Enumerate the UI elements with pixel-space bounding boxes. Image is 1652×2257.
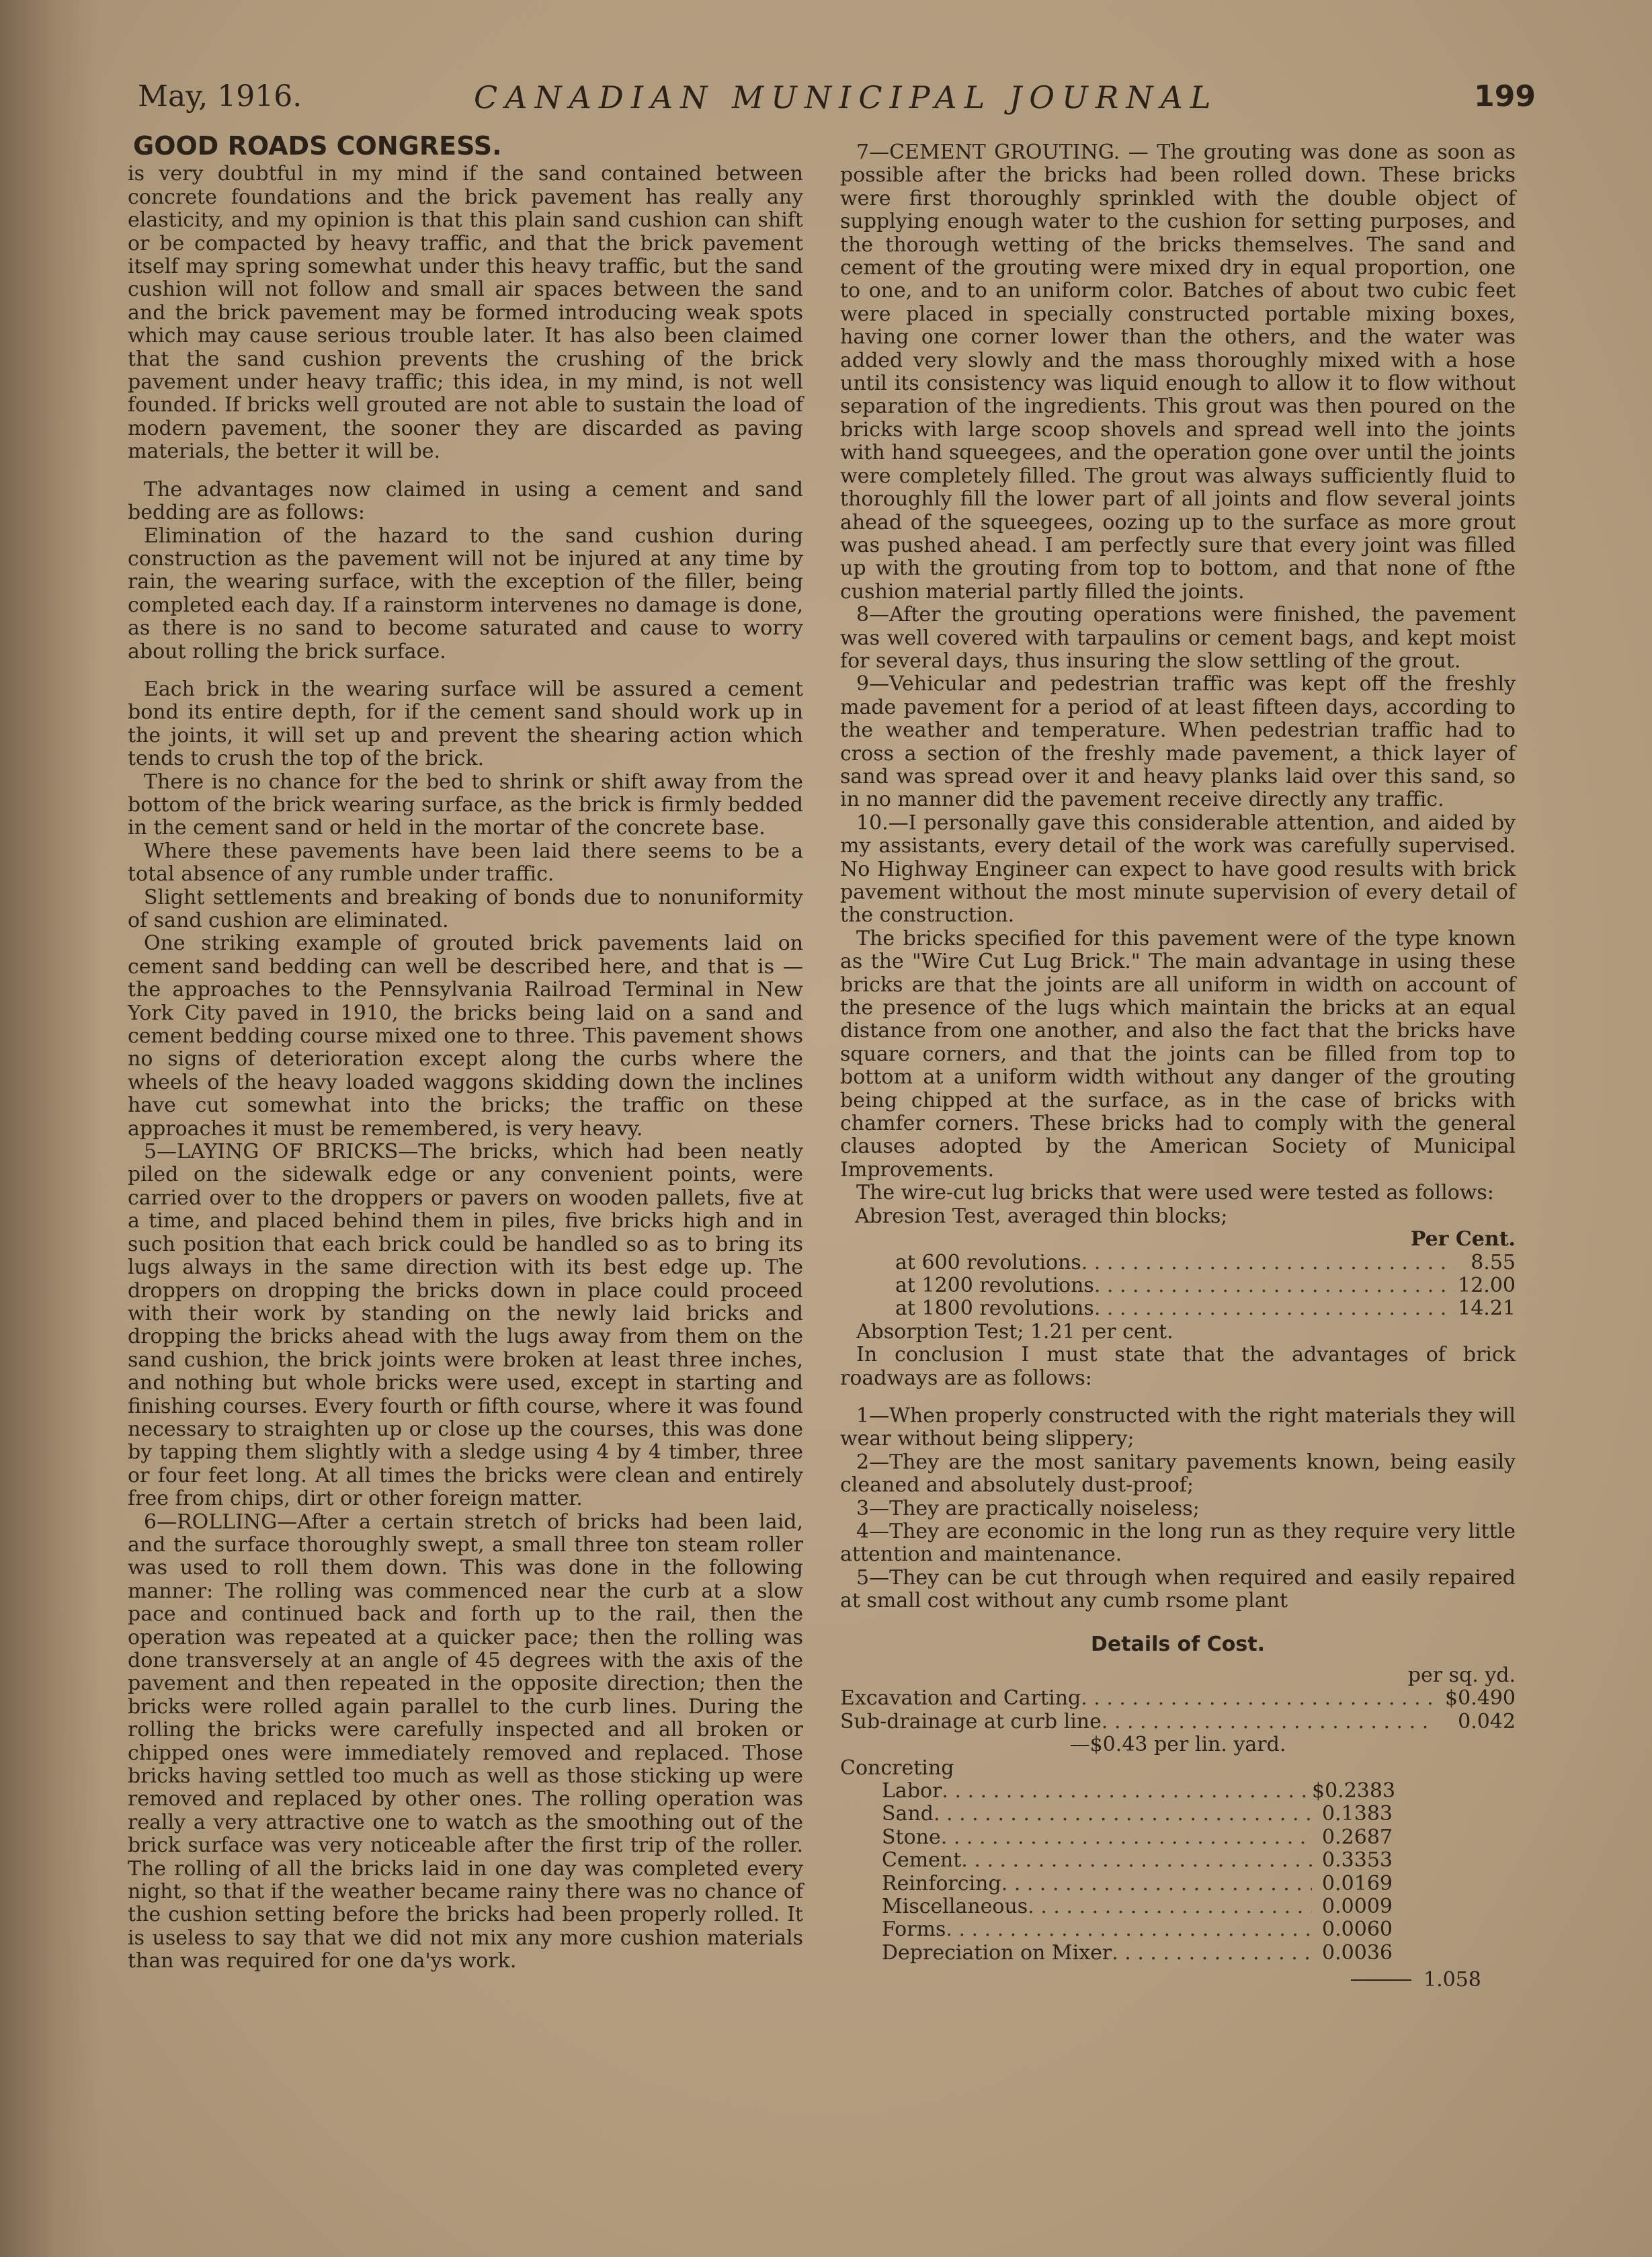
list-item: 3—They are practically noiseless; bbox=[856, 1496, 1200, 1520]
issue-date: May, 1916. bbox=[138, 79, 302, 114]
table-row: at 1800 revolutions . . . 14.21 bbox=[895, 1297, 1516, 1320]
table-row: Reinforcing . . . 0.0169 bbox=[882, 1873, 1393, 1895]
table-row: Excavation and Carting . . . $0.490 bbox=[840, 1687, 1516, 1710]
list-item: 2—They are the most sanitary pavements known, being easily cleaned and absolutely dust-proof; bbox=[840, 1450, 1516, 1497]
concreting-items bbox=[882, 1779, 1396, 1965]
table-row: Cement . . . 0.3353 bbox=[882, 1849, 1393, 1872]
percent-column-head: Per Cent. bbox=[1410, 1227, 1516, 1251]
concreting-label: Concreting bbox=[840, 1756, 954, 1780]
table-row: Forms . . . 0.0060 bbox=[882, 1918, 1393, 1941]
table-row: at 1200 revolutions . . . 12.00 bbox=[895, 1274, 1516, 1297]
list-item: 1—When properly constructed with the right materials they will wear without being slippery; bbox=[840, 1403, 1516, 1451]
advantages-list bbox=[840, 1405, 1516, 1613]
cost-table bbox=[840, 1664, 1516, 1992]
paragraph: 5—LAYING OF BRICKS—The bricks, which had been neatly piled on the sidewalk edge or any convenient points, were carried over to the droppers or pavers on wooden pallets, five at a time, and placed behind them in piles, five bricks high and in such position that each brick could be handled so as to bring its lugs always in the same direction with its best edge up. The droppers on dropping the bricks down in place could proceed with their work by standing on the newly laid bricks and dropping the bricks ahead with the lugs away from them on the sand cushion, the brick joints were broken at least three inches, and nothing but whole bricks were used, except in starting and finishing courses. Every fourth or fifth course, where it was found necessary to straighten up or close up the courses, this was done by tapping them slightly with a sledge using 4 by 4 timber, three or four feet long. At all times the bricks were clean and entirely free from chips, dirt or other foreign matter. bbox=[128, 1140, 803, 1511]
table-row: Depreciation on Mixer . . . 0.0036 bbox=[882, 1942, 1393, 1965]
table-row: Labor . . . $0.2383 bbox=[882, 1780, 1393, 1803]
paragraph: The advantages now claimed in using a cement and sand bedding are as follows: bbox=[128, 477, 803, 525]
total-value: 1.058 bbox=[1423, 1968, 1481, 1992]
total-rule bbox=[1351, 1979, 1411, 1981]
cost-total bbox=[1351, 1969, 1516, 1992]
list-item: 4—They are economic in the long run as they require very little attention and maintenance. bbox=[840, 1519, 1516, 1567]
paragraph: The wire-cut lug bricks that were used were tested as follows: bbox=[856, 1181, 1494, 1205]
paragraph: 8—After the grouting operations were finished, the pavement was well covered with tarpaulins or cement bags, and kept moist for several days, thus insuring the slow settling of the grout. bbox=[840, 603, 1516, 673]
section-title: GOOD ROADS CONGRESS. bbox=[133, 131, 502, 161]
table-row: Sub-drainage at curb line . . . 0.042 bbox=[840, 1711, 1516, 1733]
paragraph: Where these pavements have been laid there seems to be a total absence of any rumble under traffic. bbox=[128, 839, 803, 887]
paragraph: 9—Vehicular and pedestrian traffic was kept off the freshly made pavement for a period of at least fifteen days, according to the weather and temperature. When pedestrian traffic had to cross a section of the freshly made pavement, a thick layer of sand was spread over it and heavy planks laid over this sand, so in no manner did the pavement receive directly any traffic. bbox=[840, 672, 1516, 812]
paragraph: 7—CEMENT GROUTING. — The grouting was done as soon as possible after the bricks had been rolled down. These bricks were first thoroughly sprinkled with the double object of supplying enough water to the cushion for setting purposes, and the thorough wetting of the bricks themselves. The sand and cement of the grouting were mixed dry in equal proportion, one to one, and to an uniform color. Batches of about two cubic feet were placed in specially constructed portable mixing boxes, having one corner lower than the others, and the water was added very slowly and the mass thoroughly mixed with a hose until its consistency was liquid enough to allow it to flow without separation of the ingredients. This grout was then poured on the bricks with large scoop shovels and spread well into the joints with hand squeegees, and the operation gone over until the joints were completely filled. The grout was always sufficiently fluid to thoroughly fill the lower part of all joints and flow several joints ahead of the squeegees, oozing up to the surface as more grout was pushed ahead. I am perfectly sure that every joint was filled up with the grouting from top to bottom, and that none of fthe cushion material partly filled the joints. bbox=[840, 140, 1516, 604]
table-row: Miscellaneous . . . 0.0009 bbox=[882, 1895, 1393, 1918]
paragraph: Slight settlements and breaking of bonds due to nonuniformity of sand cushion are eliminated. bbox=[128, 885, 803, 932]
page-gutter-shadow bbox=[0, 0, 101, 2257]
paragraph: 10.—I personally gave this considerable attention, and aided by my assistants, every detail of the work was carefully supervised. No Highway Engineer can expect to have good results with brick pavement without the most minute supervision of every detail of the construction. bbox=[840, 811, 1516, 928]
absorption-test: Absorption Test; 1.21 per cent. bbox=[856, 1319, 1173, 1344]
paragraph: is very doubtful in my mind if the sand contained between concrete foundations and the brick pavement has really any elasticity, and my opinion is that this plain sand cushion can shift or be compacted by heavy traffic, and that the brick pavement itself may spring somewhat under this heavy traffic, but the sand cushion will not follow and small air spaces between the sand and the brick pavement may be formed introducing weak spots which may cause serious trouble later. It has also been claimed that the sand cushion prevents the crushing of the brick pavement under heavy traffic; this idea, in my mind, is not well founded. If bricks well grouted are not able to sustain the load of modern pavement, the sooner they are discarded as paving materials, the better it will be. bbox=[128, 162, 803, 464]
table-row: Stone . . . 0.2687 bbox=[882, 1826, 1393, 1849]
paragraph: In conclusion I must state that the advantages of brick roadways are as follows: bbox=[840, 1343, 1516, 1390]
paragraph: Each brick in the wearing surface will be assured a cement bond its entire depth, for if the cement sand should work up in the joints, it will set up and prevent the shearing action which tends to crush the top of the brick. bbox=[128, 677, 803, 771]
list-item: 5—They can be cut through when required and easily repaired at small cost without any cumb rsome plant bbox=[840, 1565, 1516, 1613]
unit-column-head: per sq. yd. bbox=[1407, 1664, 1516, 1687]
table-row: Sand . . . 0.1383 bbox=[882, 1803, 1393, 1825]
page-header bbox=[138, 79, 1536, 126]
paragraph: 6—ROLLING—After a certain stretch of bricks had been laid, and the surface thoroughly swept, a small three ton steam roller was used to roll them down. This was done in the following manner: The rolling was commenced near the curb at a slow pace and continued back and forth up to the rail, then the operation was repeated at a quicker pace; then the rolling was done transversely at an angle of 45 degrees with the axis of the pavement and then repeated in the opposite direction; then the bricks were rolled again parallel to the curb lines. During the rolling the bricks were carefully inspected and all broken or chipped ones were immediately removed and replaced. Those bricks having settled too much as well as those sticking up were removed and replaced by other ones. The rolling operation was really a very attractive one to watch as the smoothing out of the brick surface was very noticeable after the first trip of the roller. The rolling of all the bricks laid in one day was completed every night, so that if the weather became rainy there was no chance of the cushion setting before the bricks had been properly rolled. It is useless to say that we did not mix any more cushion materials than was required for one da'ys work. bbox=[128, 1510, 803, 1973]
table-row: at 600 revolutions . . . 8.55 bbox=[895, 1251, 1516, 1274]
cost-table-title: Details of Cost. bbox=[1090, 1632, 1266, 1656]
paragraph: There is no chance for the bed to shrink or shift away from the bottom of the brick wearing surface, as the brick is firmly bedded in the cement sand or held in the mortar of the concrete base. bbox=[128, 770, 803, 840]
page-number: 199 bbox=[1474, 79, 1536, 114]
journal-title: CANADIAN MUNICIPAL JOURNAL bbox=[474, 79, 1219, 116]
paragraph: One striking example of grouted brick pavements laid on cement sand bedding can well be described here, and that is — the approaches to the Pennsylvania Railroad Terminal in New York City paved in 1910, the bricks being laid on a sand and cement bedding course mixed one to three. This pavement shows no signs of deterioration except along the curbs where the wheels of the heavy loaded waggons skidding down the inclines have cut somewhat into the bricks; the traffic on these approaches it must be remembered, is very heavy. bbox=[128, 932, 803, 1141]
right-column bbox=[840, 141, 1516, 1992]
per-yard-note: —$0.43 per lin. yard. bbox=[1069, 1733, 1286, 1757]
abrasion-table bbox=[840, 1228, 1516, 1321]
left-column bbox=[128, 131, 803, 1973]
paragraph: Elimination of the hazard to the sand cushion during construction as the pavement will not be injured at any time by rain, the wearing surface, with the exception of the filler, being completed each day. If a rainstorm intervenes no damage is done, as there is no sand to become saturated and cause to worry about rolling the brick surface. bbox=[128, 524, 803, 663]
abrasion-test-title: Abresion Test, averaged thin blocks; bbox=[855, 1204, 1228, 1228]
paragraph: The bricks specified for this pavement were of the type known as the "Wire Cut Lug Brick." The main advantage in using these bricks are that the joints are all uniform in width on account of the presence of the lugs which maintain the bricks at an equal distance from one another, and also the fact that the bricks have square corners, and that the joints can be filled from top to bottom at a uniform width without any danger of the grouting being chipped at the surface, as in the case of bricks with chamfer corners. These bricks had to comply with the general clauses adopted by the American Society of Municipal Improvements. bbox=[840, 926, 1516, 1182]
